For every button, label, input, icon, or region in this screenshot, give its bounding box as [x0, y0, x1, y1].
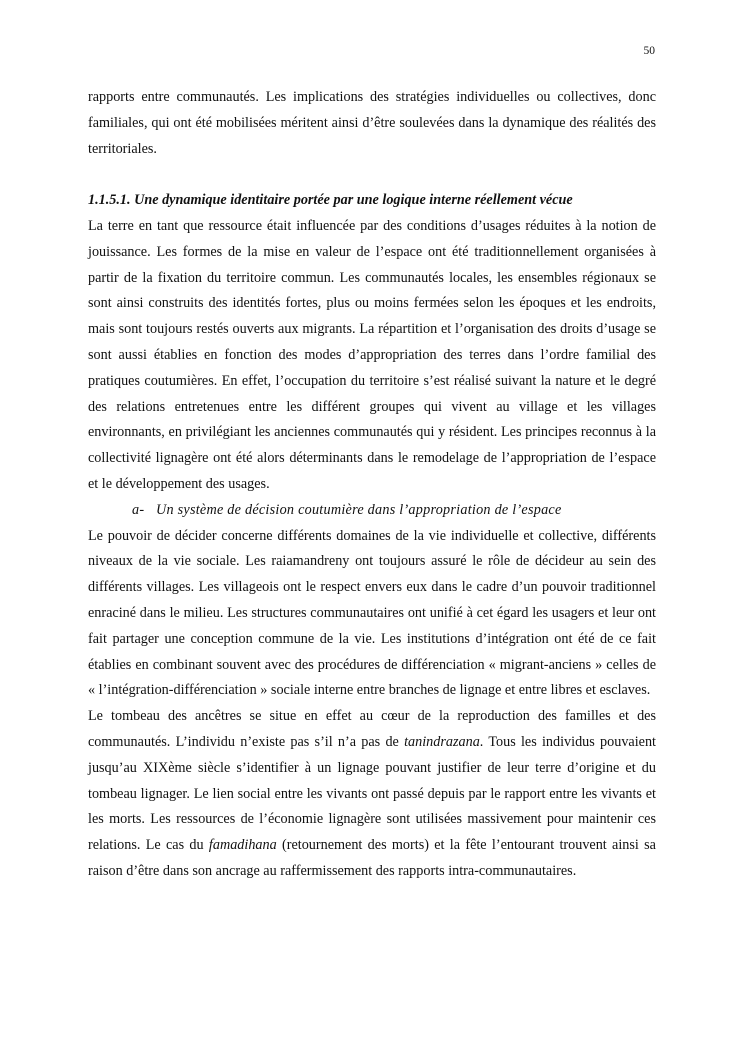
term-tanindrazana: tanindrazana [404, 733, 480, 750]
paragraph-intro: rapports entre communautés. Les implications des stratégies individuelles ou collectives, donc familiales, qui ont été mobilisées méritent ainsi d’être soulevées dans la dynamique des réalités des territoriales. [88, 89, 656, 157]
paragraph-tomb [88, 704, 656, 885]
paragraph-section-body: La terre en tant que ressource était influencée par des conditions d’usages réduites à la notion de jouissance. Les formes de la mise en valeur de l’espace ont été traditionnellement organisées à partir de la fixation du territoire commun. Les communautés locales, les ensembles régionaux se sont ainsi construits des identités fortes, plus ou moins fermées selon les époques et les endroits, mais sont toujours restés ouverts aux migrants. La répartition et l’organisation des droits d’usage se sont aussi établies en fonction des modes d’appropriation des terres dans l’ordre familial des pratiques coutumières. En effet, l’occupation du territoire s’est réalisé suivant la nature et le degré des relations entretenues entre les différent groupes qui vivent au village et les villages environnants, en privilégiant les anciennes communautés qui y résident. Les principes reconnus à la collectivité lignagère ont été alors déterminants dans le remodelage de l’appropriation de l’espace et le développement des usages. [88, 217, 656, 492]
tomb-text-part-2: . Tous les individus pouvaient jusqu’au XIXème siècle s’identifier à un lignage pouvant justifier de leur terre d’origine et du tombeau lignager. Le lien social entre les vivants ont passé depuis par le rapport entre les vivants et les morts. Les ressources de l’économie lignagère sont utilisées massivement pour maintenir ces relations. Le cas du [88, 733, 656, 854]
tomb-text-part-1: Le tombeau des ancêtres se situe en effet au cœur de la reproduction des familles et des communautés. L’individu n’existe pas s’il n’a pas de [88, 708, 656, 750]
subsection-heading [88, 498, 656, 524]
tomb-text-part-3: (retournement des morts) et la fête l’entourant trouvent ainsi sa raison d’être dans son ancrage au raffermissement des rapports intra-communautaires. [88, 837, 656, 879]
paragraph-spacer [88, 162, 656, 188]
document-body [88, 85, 656, 885]
paragraph-decision: Le pouvoir de décider concerne différents domaines de la vie individuelle et collective, différents niveaux de la vie sociale. Les raiamandreny ont toujours assuré le rôle de décideur au sein des différents villages. Les villageois ont le respect envers eux dans le cadre d’un pouvoir traditionnel enraciné dans le milieu. Les structures communautaires ont unifié à cet égard les usagers et leur ont fait partager une conception commune de la vie. Les institutions d’intégration ont été de ce fait établies en combinant souvent avec des procédures de différenciation « migrant-anciens » celles de « l’intégration-différenciation » sociale interne entre branches de lignage et entre libres et esclaves. [88, 527, 656, 699]
term-famadihana: famadihana [208, 837, 277, 854]
subsection-title: Un système de décision coutumière dans l’appropriation de l’espace [156, 501, 562, 518]
subsection-marker: a- [132, 501, 145, 518]
section-heading: 1.1.5.1. Une dynamique identitaire portée par une logique interne réellement vécue [88, 192, 573, 209]
page-number: 50 [643, 45, 655, 57]
